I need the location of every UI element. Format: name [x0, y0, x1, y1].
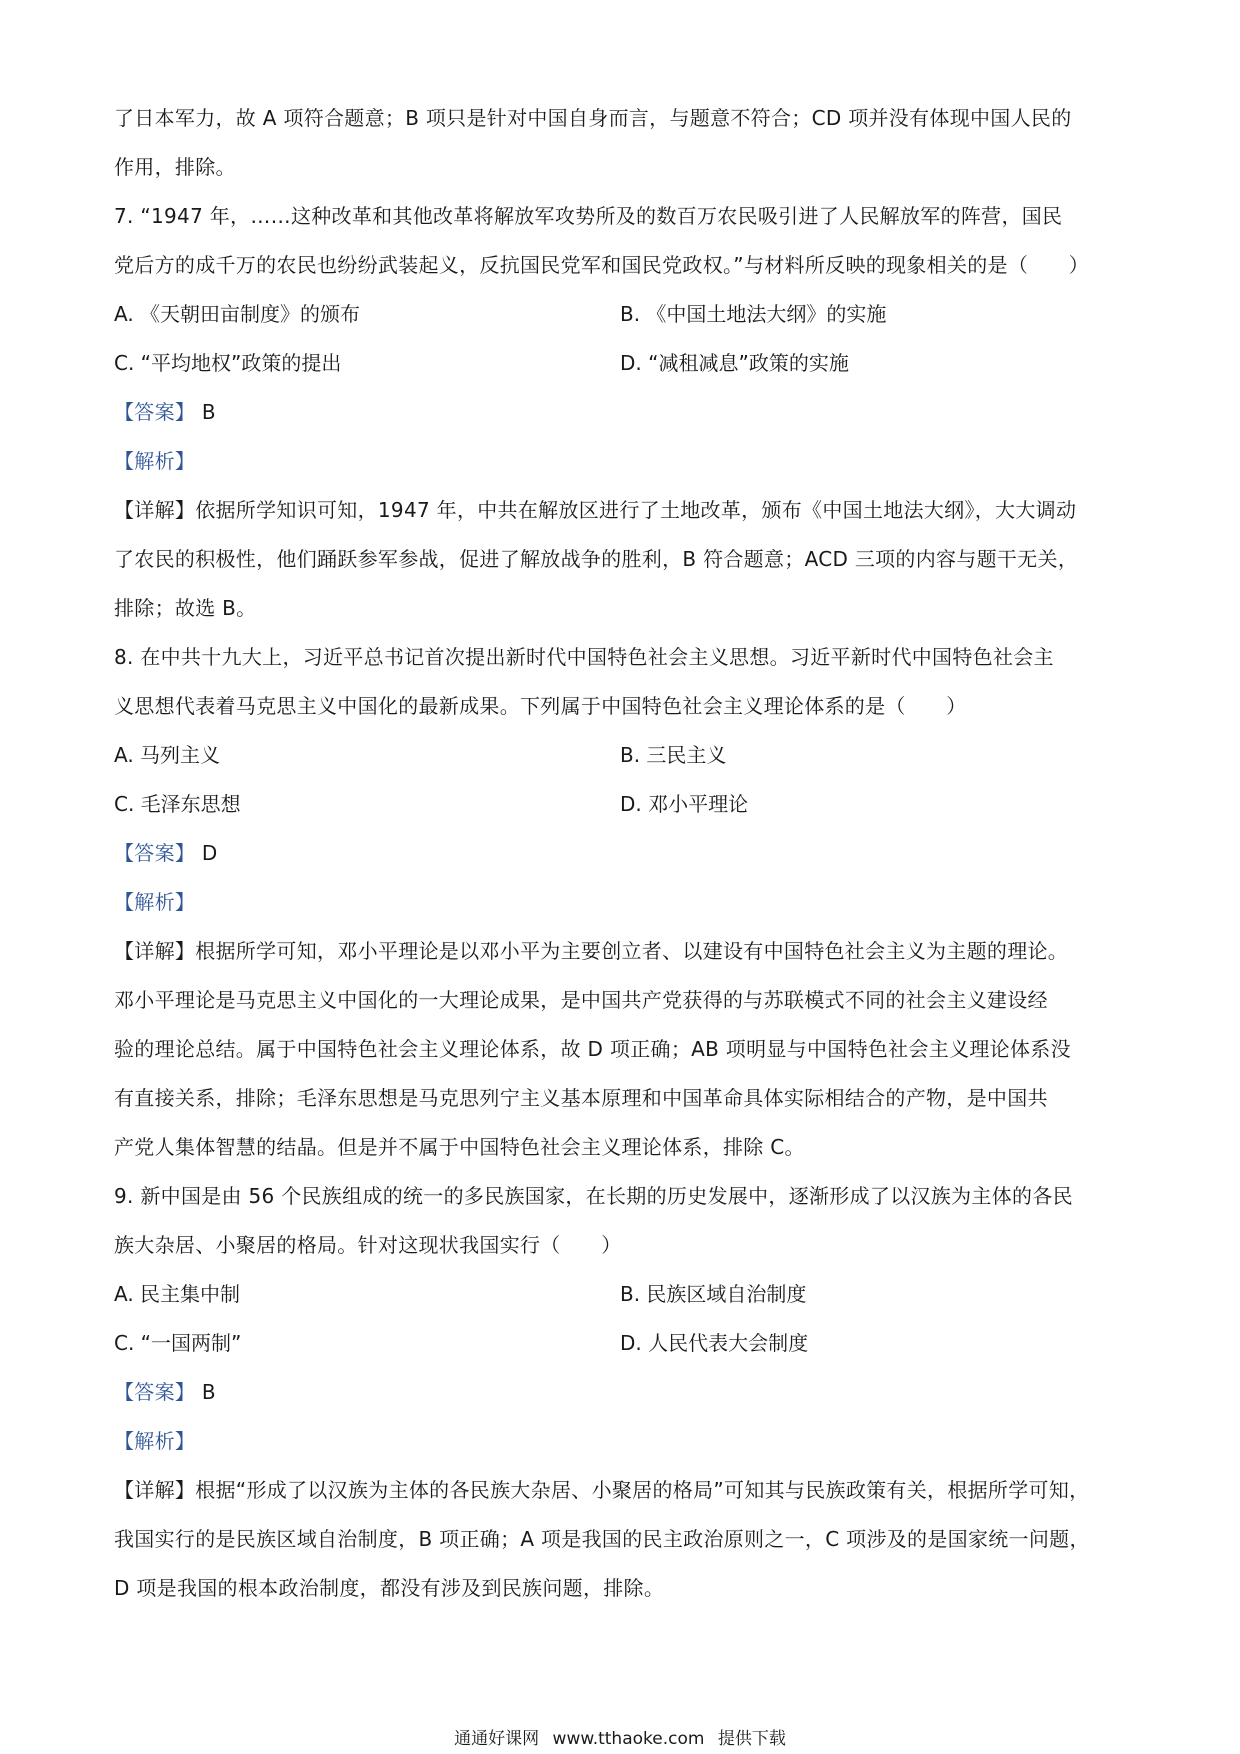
q7-detail-line-2: 了农民的积极性，他们踊跃参军参战，促进了解放战争的胜利，B 符合题意；ACD 三项的内容与题干无关，	[114, 547, 1079, 571]
answer-value: B	[201, 1380, 216, 1404]
answer-value: B	[201, 400, 216, 424]
answer-tag: 【答案】	[114, 400, 196, 424]
q8-option-b: B. 三民主义	[620, 743, 727, 767]
q9-detail-line-3: D 项是我国的根本政治制度，都没有涉及到民族问题，排除。	[114, 1576, 665, 1600]
prev-answer-line-2: 作用，排除。	[114, 155, 236, 179]
answer-tag: 【答案】	[114, 841, 196, 865]
detail-text: 依据所学知识可知，1947 年，中共在解放区进行了土地改革，颁布《中国土地法大纲》，大大调动	[195, 498, 1077, 522]
q8-answer	[114, 839, 1134, 867]
q8-stem-line-2: 义思想代表着马克思主义中国化的最新成果。下列属于中国特色社会主义理论体系的是（ ）	[114, 694, 967, 718]
prev-answer-line-1: 了日本军力，故 A 项符合题意；B 项只是针对中国自身而言，与题意不符合；CD 项并没有体现中国人民的	[114, 106, 1072, 130]
q9-option-a: A. 民主集中制	[114, 1282, 241, 1306]
q9-stem-line-2: 族大杂居、小聚居的格局。针对这现状我国实行（ ）	[114, 1233, 622, 1257]
q8-analysis	[114, 888, 1134, 916]
q9-option-b: B. 民族区域自治制度	[620, 1282, 807, 1306]
q8-detail-line-1	[114, 937, 1134, 965]
detail-text: 根据所学可知，邓小平理论是以邓小平为主要创立者、以建设有中国特色社会主义为主题的理论。	[195, 939, 1069, 963]
q8-detail-line-5: 产党人集体智慧的结晶。但是并不属于中国特色社会主义理论体系，排除 C。	[114, 1135, 805, 1159]
q8-option-d: D. 邓小平理论	[620, 792, 749, 816]
q8-option-c: C. 毛泽东思想	[114, 792, 241, 816]
q9-option-d: D. 人民代表大会制度	[620, 1331, 809, 1355]
q8-detail-line-4: 有直接关系，排除；毛泽东思想是马克思列宁主义基本原理和中国革命具体实际相结合的产物，是中国共	[114, 1086, 1048, 1110]
q7-analysis	[114, 447, 1134, 475]
q8-detail-line-2: 邓小平理论是马克思主义中国化的一大理论成果，是中国共产党获得的与苏联模式不同的社会主义建设经	[114, 988, 1048, 1012]
q7-stem-line-1: 7. “1947 年，……这种改革和其他改革将解放军攻势所及的数百万农民吸引进了人民解放军的阵营，国民	[114, 204, 1063, 228]
footer-site-name: 通通好课网	[454, 1729, 540, 1749]
q9-detail-line-1	[114, 1476, 1134, 1504]
detail-tag: 【详解】	[114, 1478, 196, 1502]
q7-option-a: A. 《天朝田亩制度》的颁布	[114, 302, 361, 326]
q7-detail-line-1	[114, 496, 1134, 524]
q7-option-d: D. “减租减息”政策的实施	[620, 351, 849, 375]
q7-stem-line-2: 党后方的成千万的农民也纷纷武装起义，反抗国民党军和国民党政权。”与材料所反映的现象相关的是（ ）	[114, 253, 1090, 277]
q8-option-a: A. 马列主义	[114, 743, 221, 767]
q9-stem-line-1: 9. 新中国是由 56 个民族组成的统一的多民族国家，在长期的历史发展中，逐渐形成了以汉族为主体的各民	[114, 1184, 1073, 1208]
analysis-tag: 【解析】	[114, 1429, 196, 1453]
footer-url[interactable]: www.tthaoke.com	[552, 1729, 705, 1749]
detail-tag: 【详解】	[114, 939, 196, 963]
q7-option-b: B. 《中国土地法大纲》的实施	[620, 302, 887, 326]
analysis-tag: 【解析】	[114, 449, 196, 473]
detail-text: 根据“形成了以汉族为主体的各民族大杂居、小聚居的格局”可知其与民族政策有关，根据所学可知，	[195, 1478, 1090, 1502]
q7-detail-line-3: 排除；故选 B。	[114, 596, 257, 620]
page-footer	[0, 1728, 1240, 1750]
q7-option-c: C. “平均地权”政策的提出	[114, 351, 342, 375]
q8-detail-line-3: 验的理论总结。属于中国特色社会主义理论体系，故 D 项正确；AB 项明显与中国特色社会主义理论体系没	[114, 1037, 1071, 1061]
q9-detail-line-2: 我国实行的是民族区域自治制度，B 项正确；A 项是我国的民主政治原则之一，C 项涉及的是国家统一问题，	[114, 1527, 1090, 1551]
detail-tag: 【详解】	[114, 498, 196, 522]
answer-value: D	[201, 841, 218, 865]
footer-note: 提供下载	[717, 1729, 786, 1749]
q9-analysis	[114, 1427, 1134, 1455]
answer-tag: 【答案】	[114, 1380, 196, 1404]
analysis-tag: 【解析】	[114, 890, 196, 914]
q7-answer	[114, 398, 1134, 426]
q9-option-c: C. “一国两制”	[114, 1331, 242, 1355]
q8-stem-line-1: 8. 在中共十九大上，习近平总书记首次提出新时代中国特色社会主义思想。习近平新时代中国特色社会主	[114, 645, 1054, 669]
q9-answer	[114, 1378, 1134, 1406]
